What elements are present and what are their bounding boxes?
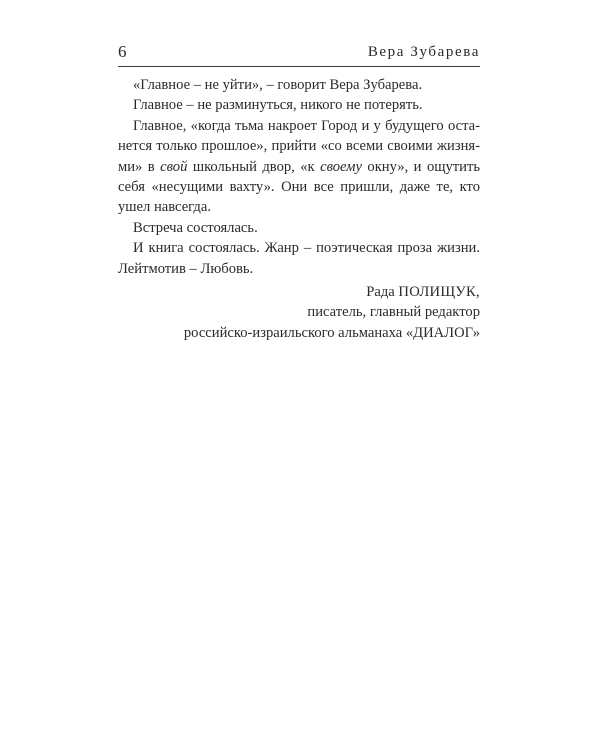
text-run: ми» в: [118, 158, 161, 175]
text-run: окну», и ощутить: [361, 158, 480, 175]
paragraph-1: «Главное – не уйти», – говорит Вера Зубарева.: [133, 77, 423, 93]
author-first-name: Рада: [366, 284, 395, 300]
author-role: писатель, главный редактор: [307, 304, 480, 321]
author-organization: российско-израильского альманаха «ДИАЛОГ»: [183, 324, 480, 341]
running-title: Вера Зубарева: [367, 44, 480, 60]
running-head: [118, 38, 480, 64]
paragraph-2: Главное – не разминуться, никого не потерять.: [133, 97, 423, 114]
page-number: 6: [118, 42, 127, 61]
paragraph-3-line-1: Главное, «когда тьма накроет Город и у будущего оста-: [133, 117, 480, 134]
emphasis-svoemu: своему: [320, 158, 362, 175]
paragraph-3-line-5: ушел навсегда.: [118, 199, 211, 216]
paragraph-5-line-1: И книга состоялась. Жанр – поэтическая проза жизни.: [133, 240, 480, 257]
paragraph-3-line-3: [118, 157, 480, 177]
paragraph-5-line-2: Лейтмотив – Любовь.: [118, 260, 254, 277]
paragraph-3-line-2: нется только прошлое», прийти «со всеми своими жизня-: [118, 138, 480, 155]
paragraph-4: Встреча состоялась.: [133, 219, 258, 236]
emphasis-svoy: свой: [160, 158, 188, 175]
text-run: школьный двор, «к: [187, 158, 321, 175]
author-name: [184, 282, 480, 302]
header-rule: [118, 66, 480, 67]
author-last-name: ПОЛИЩУК,: [398, 284, 480, 300]
paragraph-3-line-4: себя «несущими вахту». Они все пришли, даже те, кто: [118, 179, 480, 196]
body-text: [118, 75, 480, 279]
signature-block: [184, 282, 480, 343]
book-page: [118, 0, 480, 750]
